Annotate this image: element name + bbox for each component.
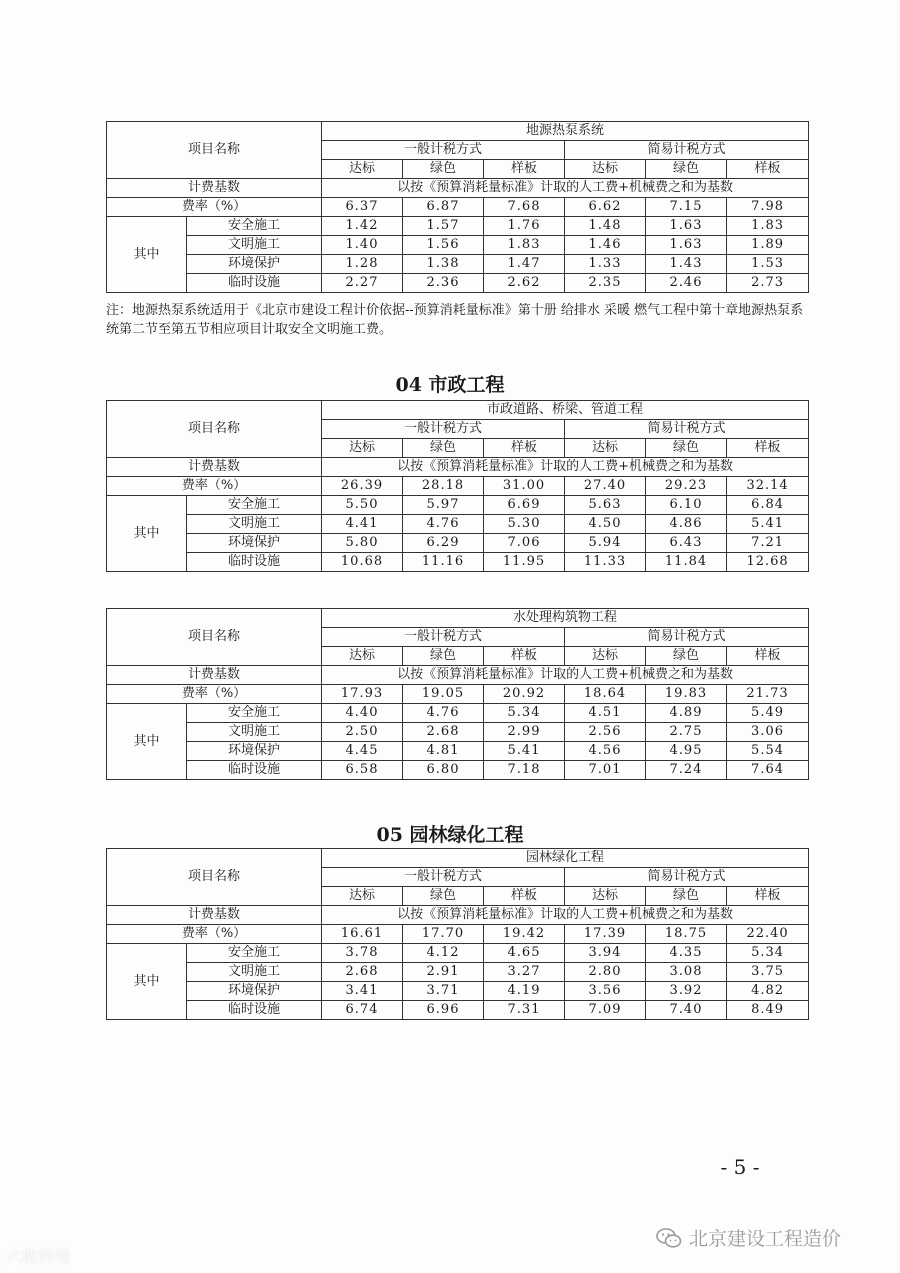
sub-item-label: 安全施工 [187, 217, 322, 236]
header-level: 达标 [322, 439, 403, 458]
sub-item-label: 临时设施 [187, 553, 322, 572]
sub-item-value: 2.36 [403, 274, 484, 293]
section-title-municipal: 04 市政工程 [395, 374, 505, 396]
sub-item-value: 3.92 [646, 982, 727, 1001]
sub-item-value: 7.18 [484, 761, 565, 780]
rate-value: 31.00 [484, 477, 565, 496]
sub-item-label: 文明施工 [187, 236, 322, 255]
sub-item-value: 5.30 [484, 515, 565, 534]
sub-item-value: 6.69 [484, 496, 565, 515]
sub-item-value: 2.50 [322, 723, 403, 742]
rate-value: 6.87 [403, 198, 484, 217]
rate-table [106, 848, 809, 1020]
sub-item-value: 1.56 [403, 236, 484, 255]
header-simple-tax: 简易计税方式 [565, 420, 809, 439]
header-level: 达标 [322, 887, 403, 906]
header-general-tax: 一般计税方式 [322, 628, 565, 647]
sub-item-value: 4.86 [646, 515, 727, 534]
rate-value: 17.93 [322, 685, 403, 704]
sub-item-value: 4.89 [646, 704, 727, 723]
header-item-name: 项目名称 [107, 122, 322, 179]
sub-item-value: 4.51 [565, 704, 646, 723]
rate-table [106, 400, 809, 572]
sub-item-value: 4.19 [484, 982, 565, 1001]
sub-item-value: 5.94 [565, 534, 646, 553]
sub-item-value: 6.43 [646, 534, 727, 553]
sub-item-value: 7.24 [646, 761, 727, 780]
sub-item-label: 安全施工 [187, 496, 322, 515]
sub-item-value: 1.33 [565, 255, 646, 274]
sub-item-label: 环境保护 [187, 742, 322, 761]
sub-item-value: 2.46 [646, 274, 727, 293]
rate-value: 7.68 [484, 198, 565, 217]
sub-item-value: 3.08 [646, 963, 727, 982]
sub-item-value: 6.96 [403, 1001, 484, 1020]
rate-value: 26.39 [322, 477, 403, 496]
header-level: 绿色 [403, 647, 484, 666]
sub-item-value: 1.47 [484, 255, 565, 274]
header-general-tax: 一般计税方式 [322, 868, 565, 887]
group-label: 其中 [107, 944, 187, 1020]
sub-item-value: 5.50 [322, 496, 403, 515]
sub-item-value: 7.21 [727, 534, 809, 553]
header-level: 绿色 [646, 647, 727, 666]
sub-item-value: 4.95 [646, 742, 727, 761]
header-level: 达标 [565, 160, 646, 179]
sub-item-value: 5.97 [403, 496, 484, 515]
sub-item-value: 3.27 [484, 963, 565, 982]
sub-item-value: 1.53 [727, 255, 809, 274]
sub-item-label: 安全施工 [187, 944, 322, 963]
sub-item-value: 1.38 [403, 255, 484, 274]
header-simple-tax: 简易计税方式 [565, 628, 809, 647]
sub-item-value: 5.34 [484, 704, 565, 723]
base-text: 以按《预算消耗量标准》计取的人工费+机械费之和为基数 [322, 906, 809, 925]
base-label: 计费基数 [107, 906, 322, 925]
header-system-name: 园林绿化工程 [322, 849, 809, 868]
sub-item-value: 1.43 [646, 255, 727, 274]
group-label: 其中 [107, 704, 187, 780]
sub-item-value: 11.33 [565, 553, 646, 572]
rate-value: 7.98 [727, 198, 809, 217]
sub-item-label: 临时设施 [187, 761, 322, 780]
sub-item-value: 7.01 [565, 761, 646, 780]
watermark-right [655, 1224, 841, 1251]
sub-item-value: 3.94 [565, 944, 646, 963]
rate-value: 19.05 [403, 685, 484, 704]
sub-item-value: 7.09 [565, 1001, 646, 1020]
sub-item-value: 4.41 [322, 515, 403, 534]
sub-item-value: 2.80 [565, 963, 646, 982]
rate-table [106, 121, 809, 293]
sub-item-value: 3.71 [403, 982, 484, 1001]
sub-item-label: 环境保护 [187, 255, 322, 274]
sub-item-value: 1.42 [322, 217, 403, 236]
sub-item-value: 4.50 [565, 515, 646, 534]
header-level: 达标 [565, 647, 646, 666]
sub-item-value: 2.68 [403, 723, 484, 742]
sub-item-value: 1.57 [403, 217, 484, 236]
header-level: 达标 [565, 439, 646, 458]
sub-item-label: 临时设施 [187, 1001, 322, 1020]
sub-item-value: 3.56 [565, 982, 646, 1001]
sub-item-value: 7.40 [646, 1001, 727, 1020]
sub-item-label: 环境保护 [187, 982, 322, 1001]
sub-item-value: 2.56 [565, 723, 646, 742]
sub-item-label: 文明施工 [187, 515, 322, 534]
sub-item-label: 临时设施 [187, 274, 322, 293]
rate-value: 16.61 [322, 925, 403, 944]
sub-item-value: 1.83 [484, 236, 565, 255]
sub-item-value: 8.49 [727, 1001, 809, 1020]
sub-item-value: 4.12 [403, 944, 484, 963]
sub-item-value: 5.34 [727, 944, 809, 963]
header-simple-tax: 简易计税方式 [565, 141, 809, 160]
sub-item-label: 文明施工 [187, 723, 322, 742]
header-level: 样板 [727, 439, 809, 458]
base-label: 计费基数 [107, 179, 322, 198]
sub-item-value: 4.82 [727, 982, 809, 1001]
header-level: 样板 [484, 439, 565, 458]
header-level: 绿色 [403, 439, 484, 458]
sub-item-value: 12.68 [727, 553, 809, 572]
rate-label: 费率（%） [107, 477, 322, 496]
header-level: 绿色 [646, 160, 727, 179]
sub-item-value: 3.75 [727, 963, 809, 982]
sub-item-value: 6.84 [727, 496, 809, 515]
sub-item-label: 环境保护 [187, 534, 322, 553]
sub-item-value: 7.64 [727, 761, 809, 780]
header-level: 绿色 [646, 887, 727, 906]
header-level: 样板 [484, 160, 565, 179]
group-label: 其中 [107, 217, 187, 293]
base-label: 计费基数 [107, 666, 322, 685]
rate-value: 32.14 [727, 477, 809, 496]
sub-item-value: 2.62 [484, 274, 565, 293]
sub-item-value: 1.40 [322, 236, 403, 255]
sub-item-value: 11.95 [484, 553, 565, 572]
sub-item-value: 4.40 [322, 704, 403, 723]
header-simple-tax: 简易计税方式 [565, 868, 809, 887]
wechat-icon [655, 1227, 683, 1249]
rate-value: 17.39 [565, 925, 646, 944]
sub-item-value: 5.41 [484, 742, 565, 761]
sub-item-value: 6.10 [646, 496, 727, 515]
rate-value: 22.40 [727, 925, 809, 944]
rate-label: 费率（%） [107, 925, 322, 944]
header-level: 样板 [484, 887, 565, 906]
sub-item-value: 2.75 [646, 723, 727, 742]
header-system-name: 水处理构筑物工程 [322, 609, 809, 628]
header-level: 达标 [565, 887, 646, 906]
sub-item-value: 1.83 [727, 217, 809, 236]
rate-value: 28.18 [403, 477, 484, 496]
sub-item-label: 安全施工 [187, 704, 322, 723]
sub-item-value: 4.76 [403, 704, 484, 723]
rate-value: 18.64 [565, 685, 646, 704]
header-level: 绿色 [403, 887, 484, 906]
header-system-name: 市政道路、桥梁、管道工程 [322, 401, 809, 420]
rate-value: 29.23 [646, 477, 727, 496]
sub-item-value: 2.73 [727, 274, 809, 293]
base-label: 计费基数 [107, 458, 322, 477]
sub-item-value: 2.27 [322, 274, 403, 293]
rate-label: 费率（%） [107, 198, 322, 217]
header-level: 绿色 [403, 160, 484, 179]
sub-item-value: 11.16 [403, 553, 484, 572]
sub-item-value: 3.78 [322, 944, 403, 963]
sub-item-value: 6.58 [322, 761, 403, 780]
header-general-tax: 一般计税方式 [322, 420, 565, 439]
sub-item-value: 4.65 [484, 944, 565, 963]
sub-item-value: 1.63 [646, 217, 727, 236]
header-system-name: 地源热泵系统 [322, 122, 809, 141]
sub-item-value: 5.54 [727, 742, 809, 761]
sub-item-value: 6.80 [403, 761, 484, 780]
base-text: 以按《预算消耗量标准》计取的人工费+机械费之和为基数 [322, 458, 809, 477]
rate-value: 19.83 [646, 685, 727, 704]
header-level: 达标 [322, 647, 403, 666]
header-item-name: 项目名称 [107, 401, 322, 458]
sub-item-label: 文明施工 [187, 963, 322, 982]
sub-item-value: 5.80 [322, 534, 403, 553]
rate-value: 6.37 [322, 198, 403, 217]
rate-value: 27.40 [565, 477, 646, 496]
watermark-left-text: 六敢跨境 [6, 1247, 71, 1266]
sub-item-value: 1.28 [322, 255, 403, 274]
header-item-name: 项目名称 [107, 849, 322, 906]
sub-item-value: 4.81 [403, 742, 484, 761]
sub-item-value: 2.68 [322, 963, 403, 982]
header-level: 达标 [322, 160, 403, 179]
page-number: - 5 - [720, 1155, 760, 1179]
rate-value: 21.73 [727, 685, 809, 704]
sub-item-value: 4.35 [646, 944, 727, 963]
sub-item-value: 11.84 [646, 553, 727, 572]
sub-item-value: 7.31 [484, 1001, 565, 1020]
sub-item-value: 10.68 [322, 553, 403, 572]
sub-item-value: 7.06 [484, 534, 565, 553]
sub-item-value: 3.41 [322, 982, 403, 1001]
rate-value: 19.42 [484, 925, 565, 944]
header-level: 绿色 [646, 439, 727, 458]
sub-item-value: 1.76 [484, 217, 565, 236]
rate-label: 费率（%） [107, 685, 322, 704]
sub-item-value: 5.49 [727, 704, 809, 723]
sub-item-value: 6.74 [322, 1001, 403, 1020]
sub-item-value: 4.56 [565, 742, 646, 761]
rate-value: 17.70 [403, 925, 484, 944]
sub-item-value: 5.41 [727, 515, 809, 534]
sub-item-value: 5.63 [565, 496, 646, 515]
group-label: 其中 [107, 496, 187, 572]
sub-item-value: 1.89 [727, 236, 809, 255]
sub-item-value: 2.35 [565, 274, 646, 293]
sub-item-value: 6.29 [403, 534, 484, 553]
sub-item-value: 2.91 [403, 963, 484, 982]
header-level: 样板 [727, 887, 809, 906]
sub-item-value: 3.06 [727, 723, 809, 742]
sub-item-value: 1.46 [565, 236, 646, 255]
sub-item-value: 1.63 [646, 236, 727, 255]
table-note: 注：地源热泵系统适用于《北京市建设工程计价依据--预算消耗量标准》第十册 给排水 采暖 燃气工程中第十章地源热泵系统第二节至第五节相应项目计取安全文明施工费。 [106, 303, 804, 337]
header-item-name: 项目名称 [107, 609, 322, 666]
rate-value: 18.75 [646, 925, 727, 944]
sub-item-value: 1.48 [565, 217, 646, 236]
watermark-left [6, 1244, 70, 1267]
header-level: 样板 [727, 647, 809, 666]
sub-item-value: 4.76 [403, 515, 484, 534]
base-text: 以按《预算消耗量标准》计取的人工费+机械费之和为基数 [322, 666, 809, 685]
rate-value: 20.92 [484, 685, 565, 704]
sub-item-value: 2.99 [484, 723, 565, 742]
rate-table [106, 608, 809, 780]
rate-value: 7.15 [646, 198, 727, 217]
sub-item-value: 4.45 [322, 742, 403, 761]
header-level: 样板 [484, 647, 565, 666]
section-title-landscape: 05 园林绿化工程 [376, 824, 524, 846]
watermark-right-text: 北京建设工程造价 [689, 1228, 842, 1250]
rate-value: 6.62 [565, 198, 646, 217]
base-text: 以按《预算消耗量标准》计取的人工费+机械费之和为基数 [322, 179, 809, 198]
header-level: 样板 [727, 160, 809, 179]
header-general-tax: 一般计税方式 [322, 141, 565, 160]
